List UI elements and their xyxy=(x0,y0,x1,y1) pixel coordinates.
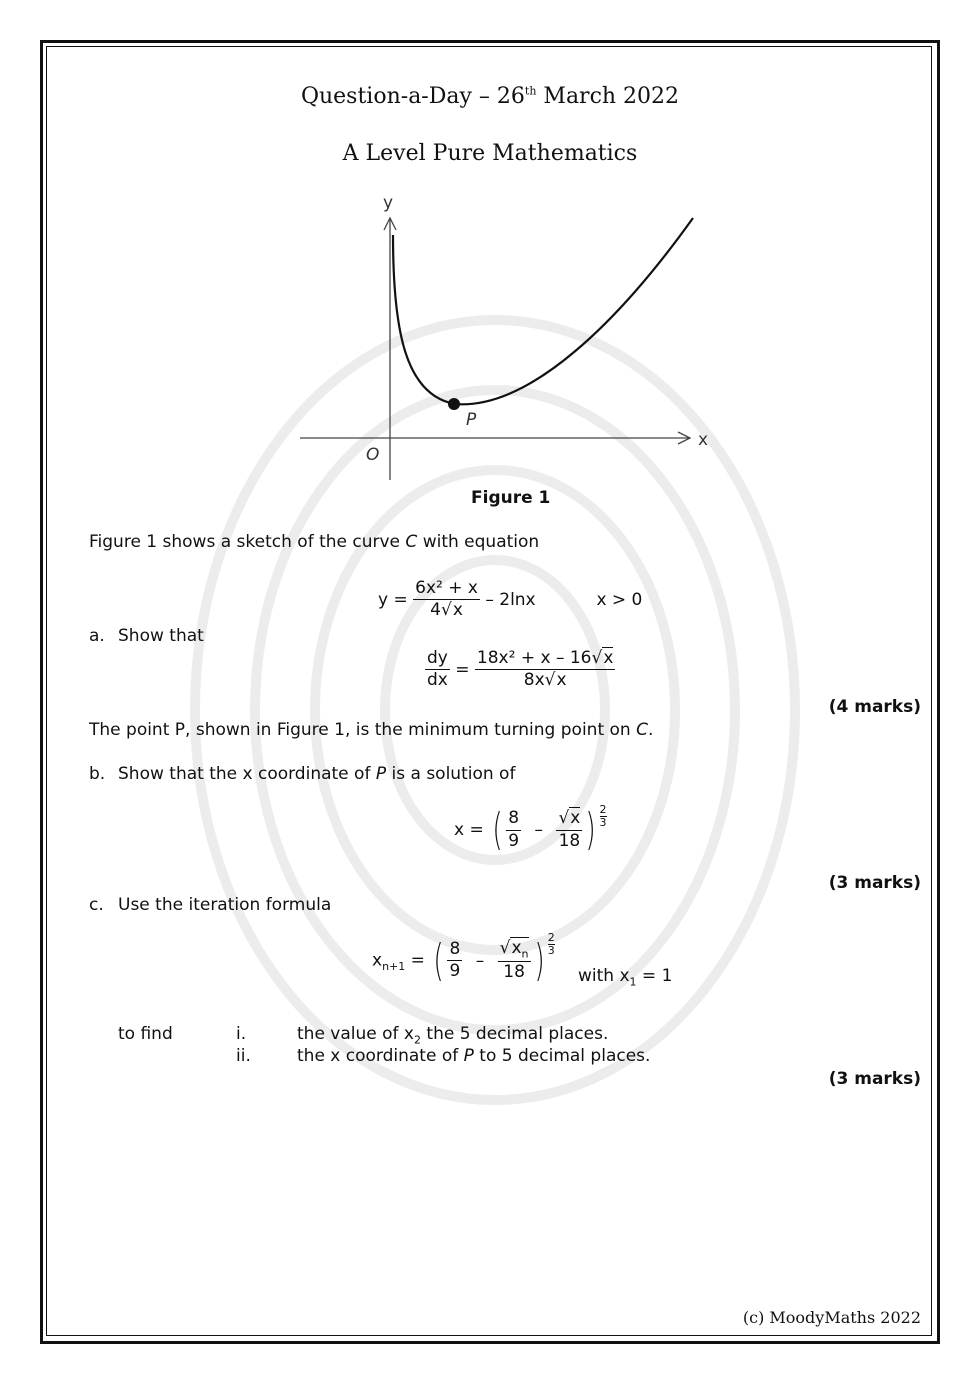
part-b-label: b. xyxy=(89,764,106,784)
part-b-equation: x = ( $\frac{8}{9}$ – $\frac{√x}{18}$ ) $\frac{2}{3}$ xyxy=(454,803,607,855)
part-c-item-2-text: the x coordinate of P to 5 decimal places. xyxy=(297,1046,651,1066)
part-b-text: Show that the x coordinate of P is a solution of xyxy=(118,764,516,784)
main-equation: y = $\frac{\text{6x² + x}}{4√x}$ – 2lnx x > 0 xyxy=(378,578,643,621)
part-c-iteration-formula: $x_{n+1}$ = ( $\frac{8}{9}$ – $\frac{√x_n}{18}$ ) $\frac{2}{3}$ xyxy=(372,931,555,986)
page-title: Question-a-Day – 26th March 2022 xyxy=(300,84,680,109)
part-c-label: c. xyxy=(89,895,104,915)
part-b-marks: (3 marks) xyxy=(828,873,921,893)
part-a-derivative: $\frac{dy}{dx}$ = $\frac{\text{18x² + x – 16√x}}{8x√x}$ xyxy=(427,648,614,691)
y-axis-label: y xyxy=(383,193,394,213)
part-c-to-find: to find xyxy=(118,1024,173,1044)
x-axis-label: x xyxy=(698,430,709,450)
part-c-initial-value: with $x_1 = 1$ xyxy=(578,966,673,989)
part-a-marks: (4 marks) xyxy=(828,697,921,717)
part-c-item-1-label: i. xyxy=(236,1024,247,1044)
figure-1-graph xyxy=(290,190,720,485)
origin-label: O xyxy=(366,445,380,465)
part-c-marks: (3 marks) xyxy=(828,1069,921,1089)
part-c-item-1-text: the value of $x_2$ the 5 decimal places. xyxy=(297,1024,609,1047)
part-c-item-2-label: ii. xyxy=(236,1046,251,1066)
point-p-label: P xyxy=(466,410,477,430)
part-a-label: a. xyxy=(89,626,105,646)
part-a-text: Show that xyxy=(118,626,204,646)
footer-copyright: (c) MoodyMaths 2022 xyxy=(742,1308,921,1327)
point-p-marker xyxy=(448,398,460,410)
page-subtitle: A Level Pure Mathematics xyxy=(342,141,638,166)
part-c-text: Use the iteration formula xyxy=(118,895,332,915)
point-p-text: The point P, shown in Figure 1, is the minimum turning point on C. xyxy=(89,720,654,740)
intro-text: Figure 1 shows a sketch of the curve C with equation xyxy=(89,532,540,552)
figure-caption: Figure 1 xyxy=(471,488,551,508)
curve-c xyxy=(393,218,693,404)
